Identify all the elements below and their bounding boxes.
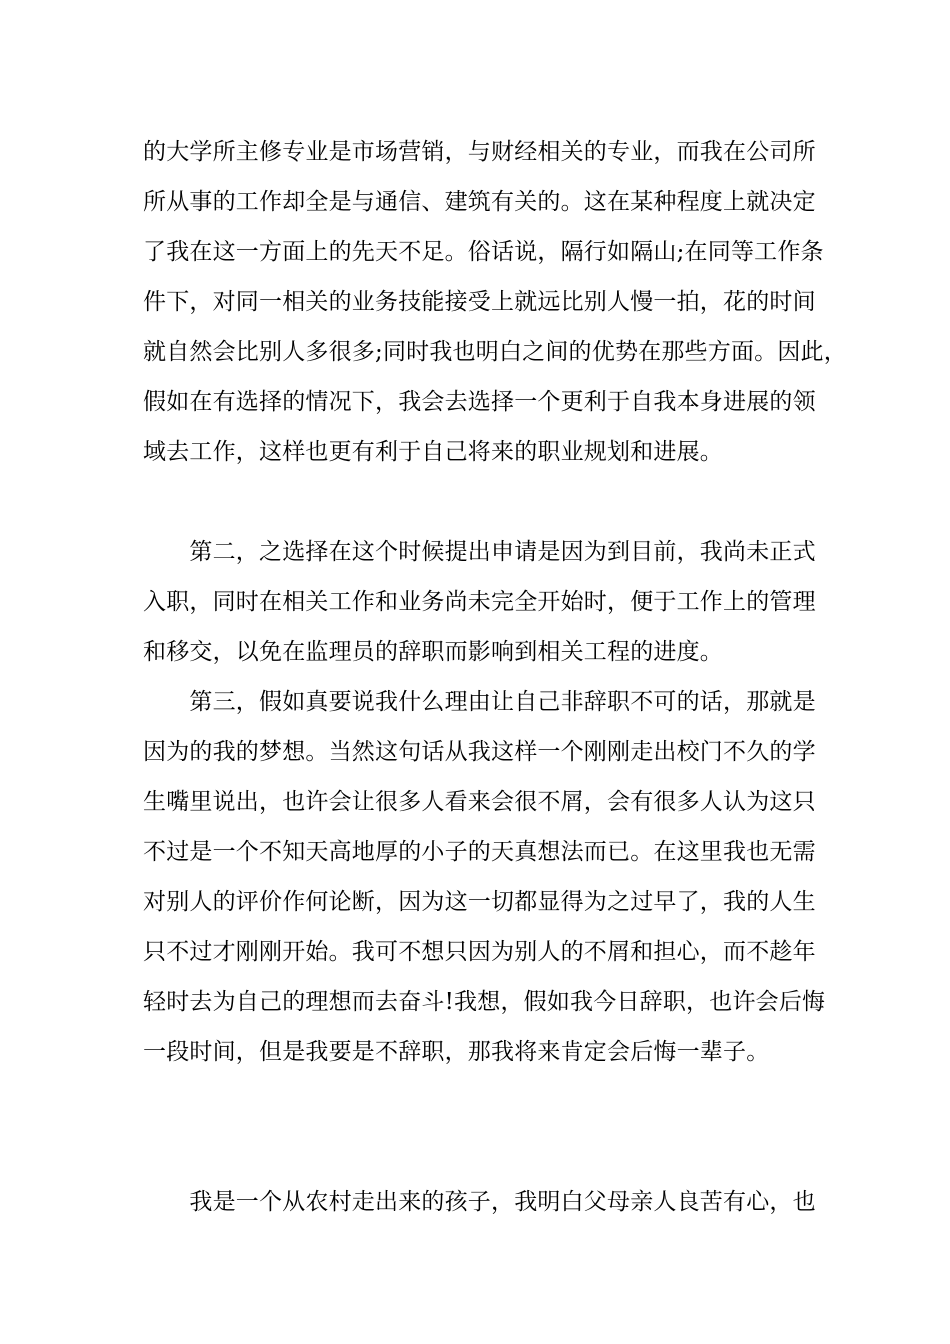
text-line: 件下，对同一相关的业务技能接受上就远比别人慢一拍，花的时间	[143, 289, 816, 315]
text-line: 轻时去为自己的理想而去奋斗!我想，假如我今日辞职，也许会后悔	[143, 989, 826, 1015]
paragraph-third-reason	[143, 677, 826, 1077]
paragraph-family-background	[143, 1177, 816, 1227]
paragraph-second-reason	[143, 527, 816, 677]
text-line: 不过是一个不知天高地厚的小子的天真想法而已。在这里我也无需	[143, 839, 816, 865]
text-line: 假如在有选择的情况下，我会去选择一个更利于自我本身进展的领	[143, 389, 816, 415]
text-line: 的大学所主修专业是市场营销，与财经相关的专业，而我在公司所	[143, 139, 816, 165]
paragraph-major-mismatch	[143, 127, 847, 477]
text-line: 域去工作，这样也更有利于自己将来的职业规划和进展。	[143, 439, 723, 465]
text-line: 和移交，以免在监理员的辞职而影响到相关工程的进度。	[143, 639, 723, 665]
text-line: 第三，假如真要说我什么理由让自己非辞职不可的话，那就是	[143, 689, 816, 715]
text-line: 我是一个从农村走出来的孩子，我明白父母亲人良苦有心，也	[143, 1189, 816, 1215]
text-line: 入职，同时在相关工作和业务尚未完全开始时，便于工作上的管理	[143, 589, 816, 615]
text-line: 就自然会比别人多很多;同时我也明白之间的优势在那些方面。因此，	[143, 339, 847, 365]
text-line: 因为的我的梦想。当然这句话从我这样一个刚刚走出校门不久的学	[143, 739, 816, 765]
text-line: 第二，之选择在这个时候提出申请是因为到目前，我尚未正式	[143, 539, 816, 565]
text-line: 一段时间，但是我要是不辞职，那我将来肯定会后悔一辈子。	[143, 1039, 770, 1065]
text-line: 所从事的工作却全是与通信、建筑有关的。这在某种程度上就决定	[143, 189, 816, 215]
text-line: 生嘴里说出，也许会让很多人看来会很不屑，会有很多人认为这只	[143, 789, 816, 815]
text-line: 对别人的评价作何论断，因为这一切都显得为之过早了，我的人生	[143, 889, 816, 915]
text-line: 了我在这一方面上的先天不足。俗话说，隔行如隔山;在同等工作条	[143, 239, 824, 265]
text-line: 只不过才刚刚开始。我可不想只因为别人的不屑和担心，而不趁年	[143, 939, 816, 965]
